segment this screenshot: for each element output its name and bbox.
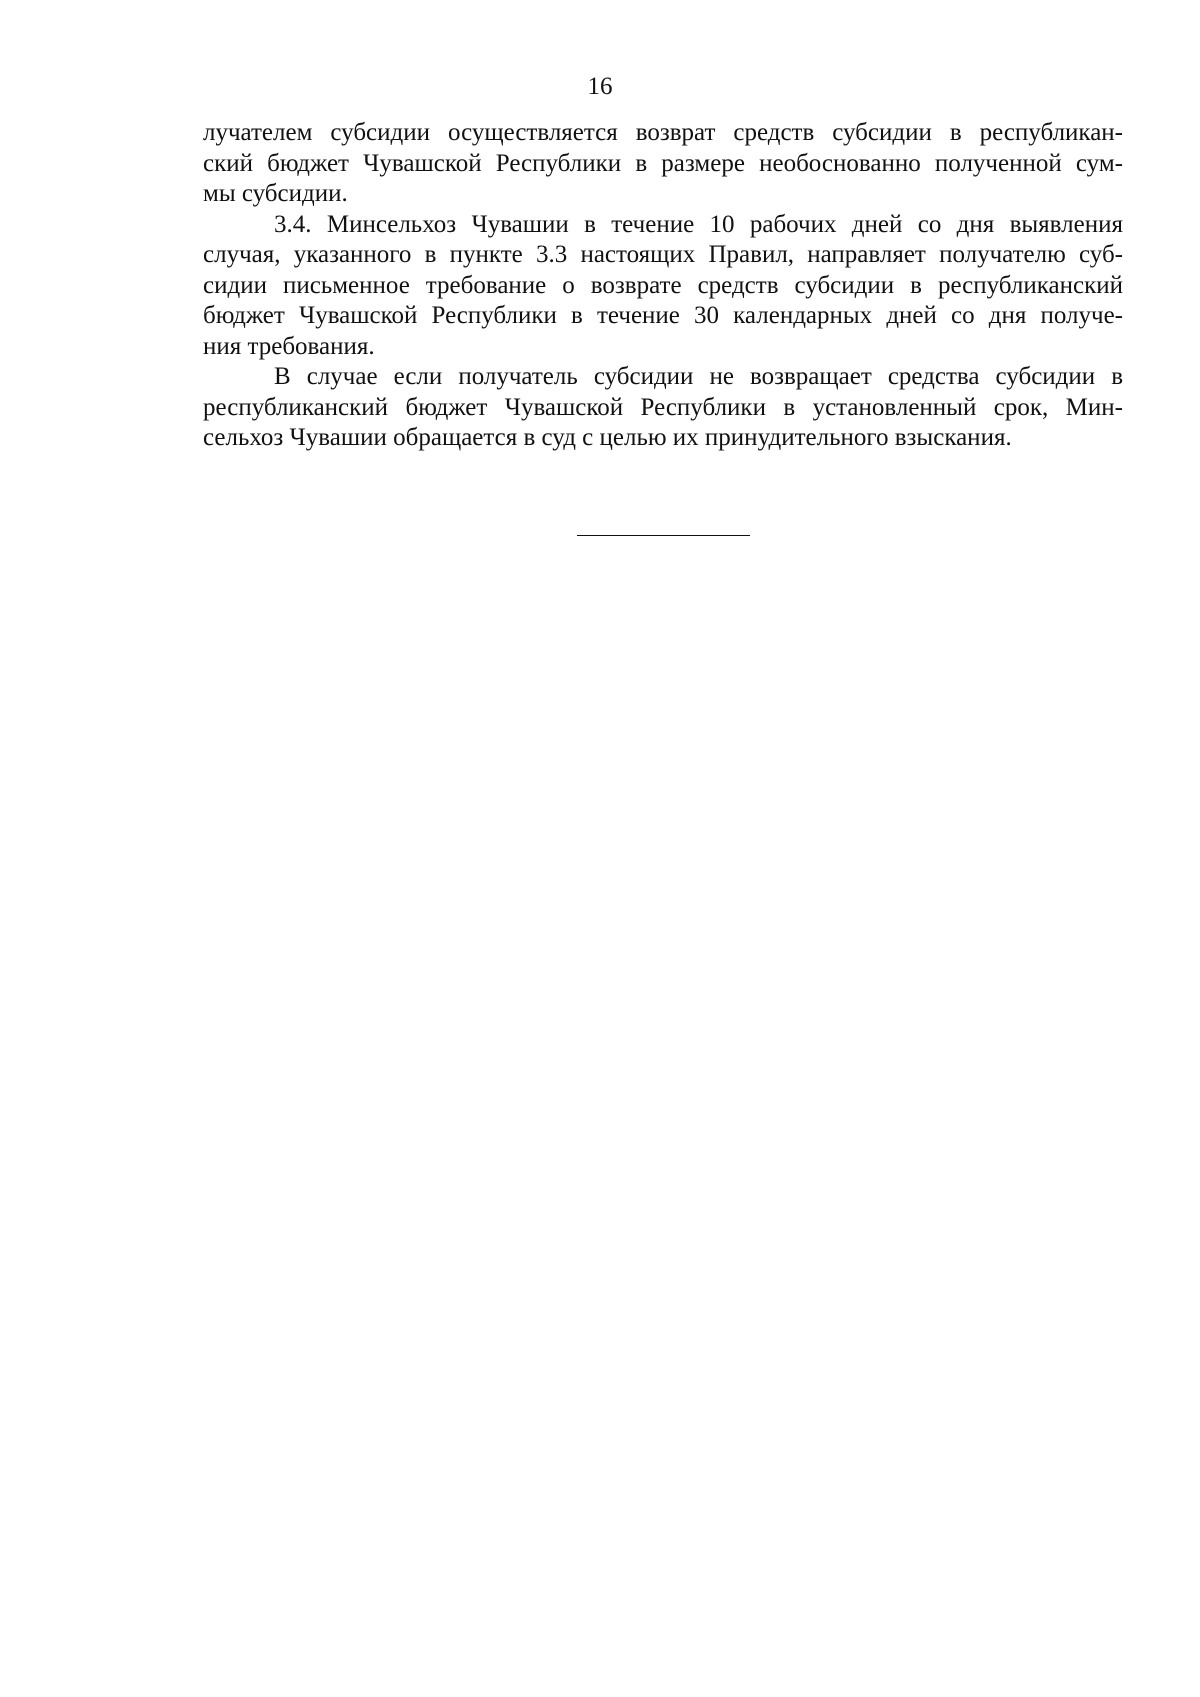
paragraph-refund-obligation (203, 118, 1123, 210)
text-line: В случае если получатель субсидии не возвращает средства субсидии в (274, 363, 1123, 390)
text-line: бюджет Чувашской Республики в течение 30 календарных дней со дня получе- (203, 302, 1123, 329)
text-line: сельхоз Чувашии обращается в суд с целью их принудительного взыскания. (203, 424, 1012, 451)
document-body (203, 118, 1123, 454)
text-line: 3.4. Минсельхоз Чувашии в течение 10 рабочих дней со дня выявления (274, 210, 1123, 238)
page-number: 16 (587, 73, 613, 100)
text-line: ния требования. (203, 332, 375, 360)
text-line: лучателем субсидии осуществляется возврат средств субсидии в республикан- (203, 119, 1123, 146)
text-line: республиканский бюджет Чувашской Республики в установленный срок, Мин- (203, 393, 1123, 421)
end-of-document-separator (577, 535, 750, 536)
text-line: мы субсидии. (203, 180, 348, 207)
text-line: случая, указанного в пункте 3.3 настоящих Правил, направляет получателю суб- (203, 241, 1123, 268)
text-line: ский бюджет Чувашской Республики в размере необоснованно полученной сум- (203, 149, 1123, 177)
text-line: сидии письменное требование о возврате средств субсидии в республиканский (203, 271, 1123, 299)
paragraph-section-3-4 (203, 210, 1123, 363)
paragraph-court-recovery (203, 362, 1123, 454)
